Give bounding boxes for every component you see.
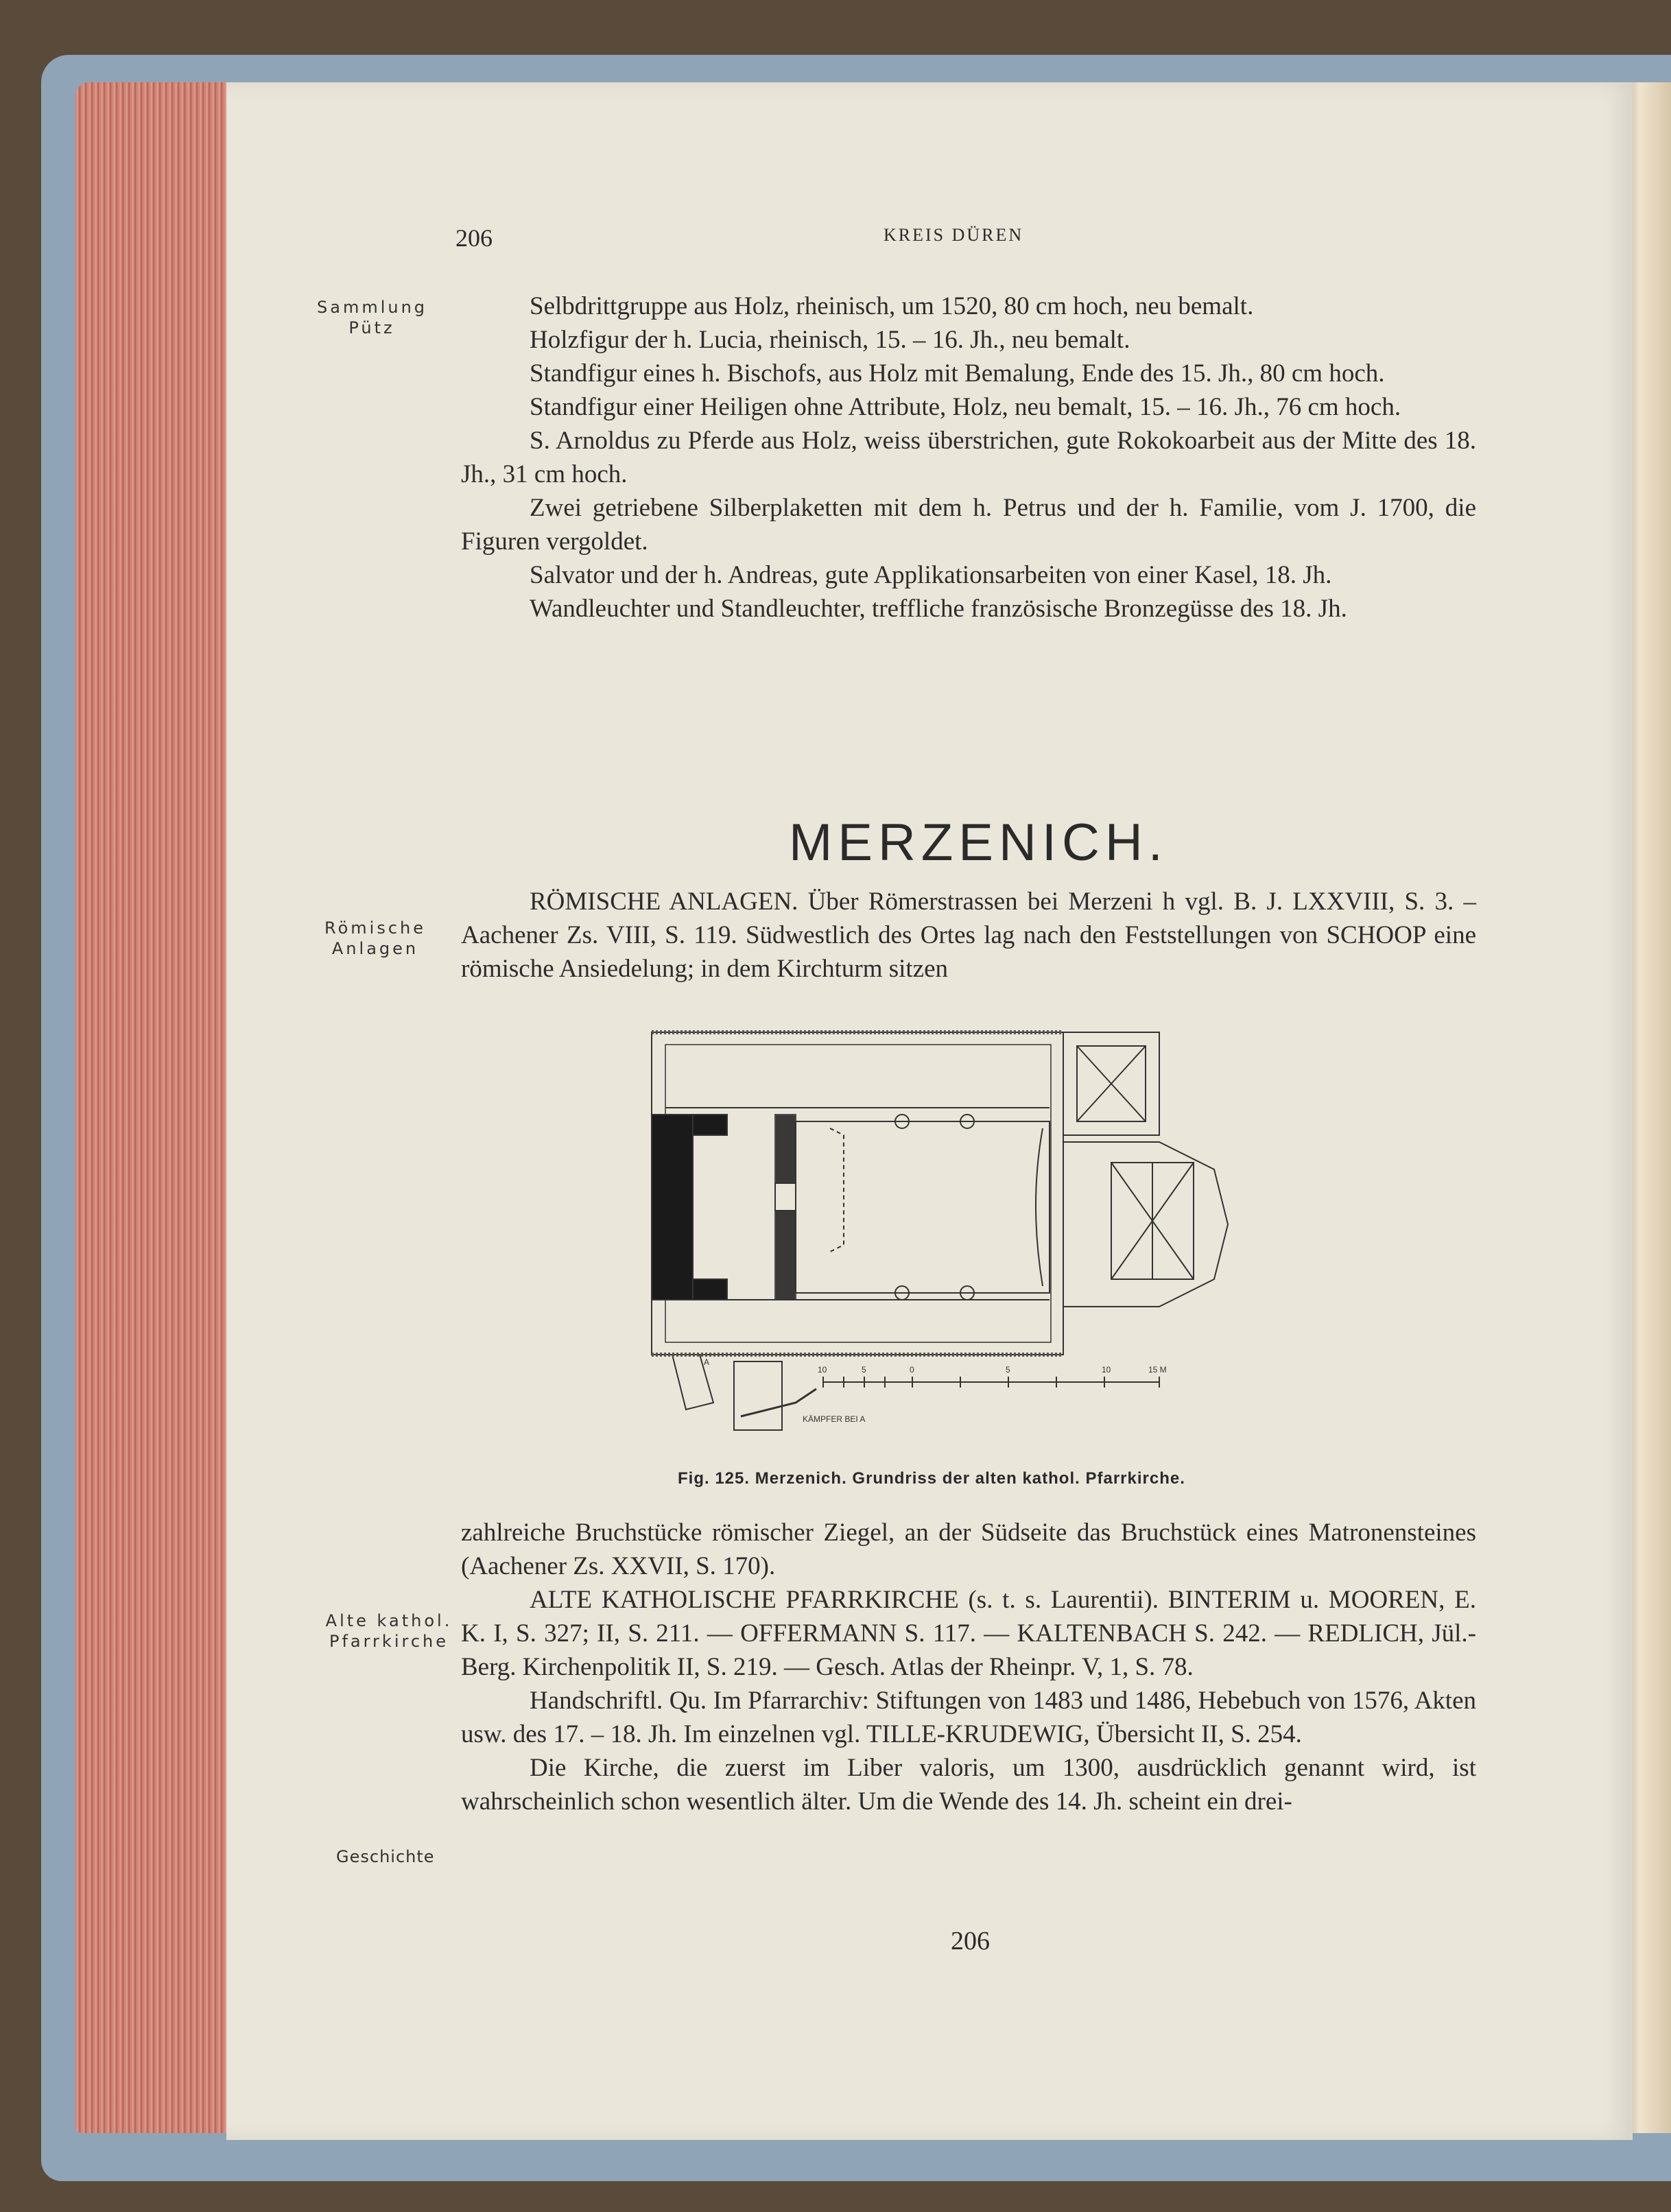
- choir: [1063, 1142, 1228, 1307]
- paragraph: zahlreiche Bruchstücke römischer Ziegel, an der Südseite das Bruchstück eines Matronensteines (Aachener Zs. XXVII, S. 170).: [461, 1519, 1476, 1580]
- paragraph: Standfigur einer Heiligen ohne Attribute, Holz, neu bemalt, 15. – 16. Jh., 76 cm hoch.: [530, 393, 1401, 421]
- figure-caption: Fig. 125. Merzenich. Grundriss der alten kathol. Pfarrkirche.: [678, 1469, 1185, 1488]
- roemische-text: [461, 885, 1476, 986]
- margin-note-alte-pfarrkirche: Alte kathol. Pfarrkirche: [325, 1611, 453, 1651]
- margin-note-roemische-anlagen: Römische Anlagen: [324, 918, 426, 958]
- bottom-text-block: [461, 1516, 1476, 1818]
- label-kaempfer: KÄMPFER BEI A: [803, 1414, 866, 1424]
- scale-label: 15 M: [1148, 1365, 1167, 1375]
- scale-label: 5: [862, 1365, 866, 1375]
- scale-label: 10: [1102, 1365, 1111, 1375]
- floor-plan-figure: [638, 1019, 1310, 1471]
- page-number-header: 206: [455, 224, 493, 252]
- section-title: MERZENICH.: [789, 813, 1168, 872]
- page-number-footer: 206: [951, 1927, 990, 1955]
- top-text-block: [461, 289, 1476, 626]
- paragraph: Handschriftl. Qu. Im Pfarrarchiv: Stiftungen von 1483 und 1486, Hebebuch von 1576, Akten usw. des 17. – 18. Jh. Im einzelnen vgl. TILLE-KRUDEWIG, Übersicht II, S. 254.: [461, 1687, 1476, 1748]
- paragraph: Standfigur eines h. Bischofs, aus Holz mit Bemalung, Ende des 15. Jh., 80 cm hoch.: [530, 359, 1385, 388]
- paragraph: Wandleuchter und Standleuchter, treffliche französische Bronzegüsse des 18. Jh.: [530, 595, 1347, 623]
- scale-label: 10: [818, 1365, 827, 1375]
- running-title: KREIS DÜREN: [884, 225, 1024, 245]
- paragraph: ALTE KATHOLISCHE PFARRKIRCHE (s. t. s. Laurentii). BINTERIM u. MOOREN, E. K. I, S. 327; II, S. 211. — OFFERMANN S. 117. — KALTENBACH S. 242. — REDLICH, Jül.-Berg. Kirchenpolitik II, S. 219. — Gesch. Atlas der Rheinpr. V, 1, S. 78.: [461, 1586, 1476, 1681]
- scale-label: 5: [1006, 1365, 1010, 1375]
- margin-note-sammlung: Sammlung Pütz: [317, 298, 428, 337]
- paragraph: RÖMISCHE ANLAGEN. Über Römerstrassen bei Merzeni h vgl. B. J. LXXVIII, S. 3. – Aachener Zs. VIII, S. 119. Südwestlich des Ortes lag nach den Feststellungen von SCHOOP eine römische Ansiedelung; in dem Kirchturm sitzen: [461, 888, 1476, 983]
- nave-outline: [652, 1032, 1063, 1355]
- label-a: A: [704, 1357, 710, 1367]
- paragraph: Selbdrittgruppe aus Holz, rheinisch, um 1520, 80 cm hoch, neu bemalt.: [530, 292, 1254, 320]
- paragraph: Die Kirche, die zuerst im Liber valoris, um 1300, ausdrücklich genannt wird, ist wahrscheinlich schon wesentlich älter. Um die Wende des 14. Jh. scheint ein drei-: [461, 1754, 1476, 1816]
- paragraph: Holzfigur der h. Lucia, rheinisch, 15. – 16. Jh., neu bemalt.: [530, 326, 1130, 354]
- paragraph: Salvator und der h. Andreas, gute Applikationsarbeiten von einer Kasel, 18. Jh.: [530, 561, 1332, 589]
- west-wall-block: [652, 1115, 693, 1300]
- paragraph: S. Arnoldus zu Pferde aus Holz, weiss überstrichen, gute Rokokoarbeit aus der Mitte des 18. Jh., 31 cm hoch.: [461, 427, 1476, 488]
- page-edges: [75, 82, 247, 2133]
- scale-label: 0: [910, 1365, 914, 1375]
- paragraph: Zwei getriebene Silberplaketten mit dem h. Petrus und der h. Familie, vom J. 1700, die Figuren vergoldet.: [461, 494, 1476, 556]
- margin-note-geschichte: Geschichte: [336, 1847, 435, 1866]
